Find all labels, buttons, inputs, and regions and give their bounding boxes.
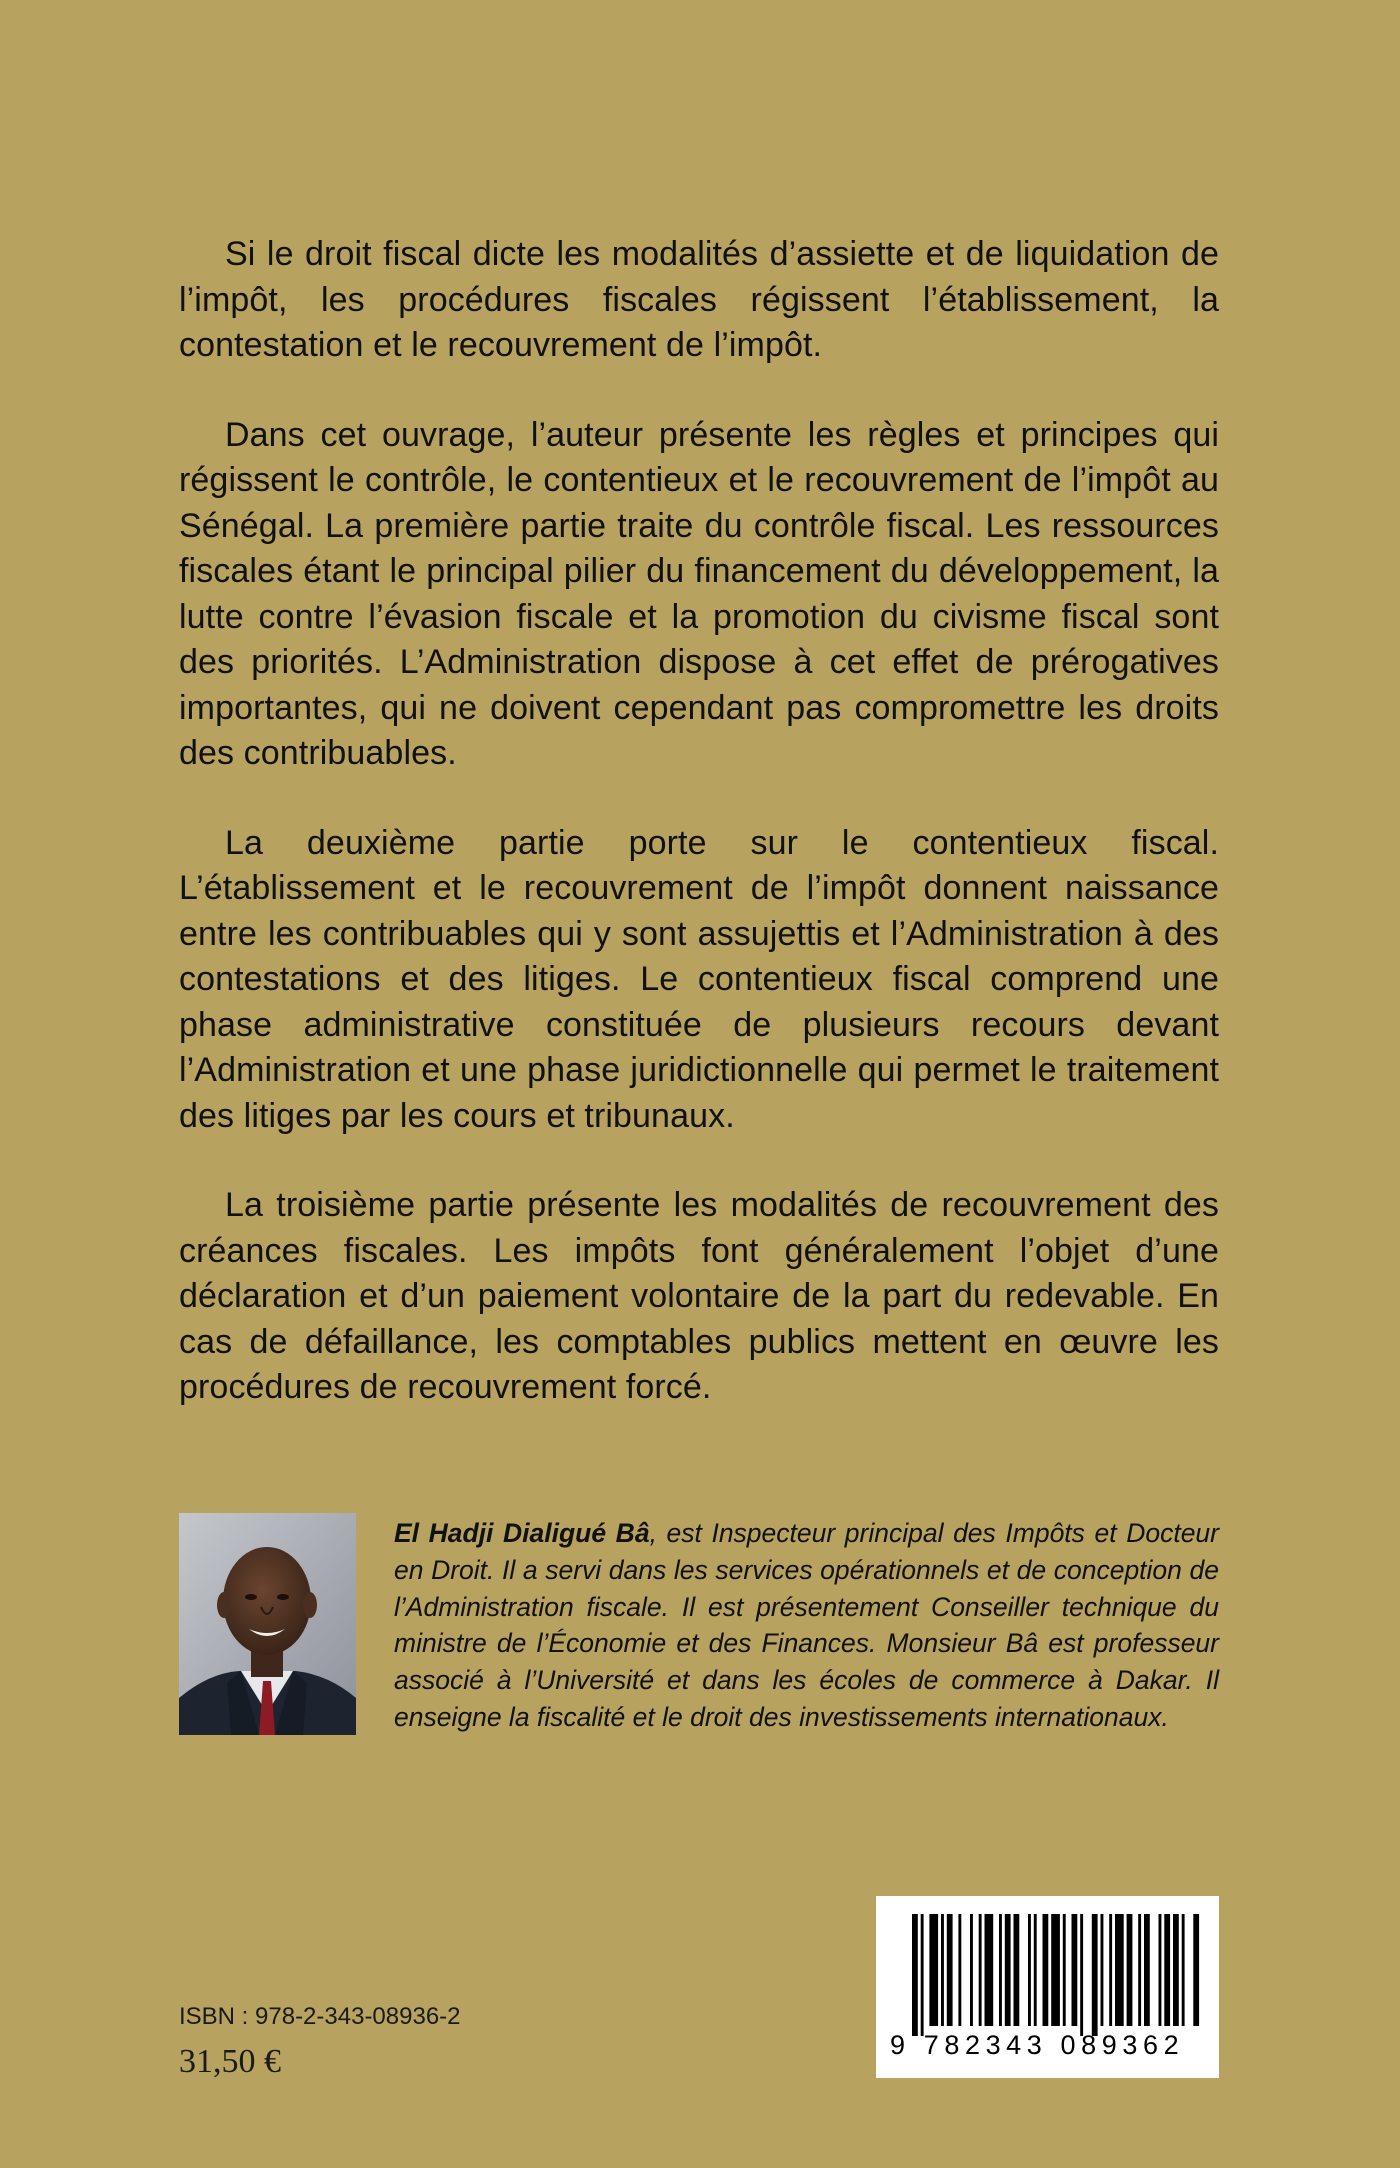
barcode-bar [1072, 1914, 1078, 2026]
barcode-bar [1034, 1914, 1037, 2026]
barcode-bar [1092, 1914, 1098, 2036]
blurb-paragraph-2: Dans cet ouvrage, l’auteur présente les règles et principes qui régissent le contrôle, le contentieux et le recouvrement de l’impôt au Sénégal. La première partie traite du contrôle fiscal. Les ressources fiscales étant le principal pilier du financement du développement, la lutte contre l’évasion fiscale et la promotion du civisme fiscal sont des priorités. L’Administration dispose à cet effet de prérogatives importantes, qui ne doivent cependant pas compromettre les droits des contribuables. [179, 415, 1219, 772]
barcode-bar [1115, 1914, 1124, 2026]
barcode-digits: 9 782343 089362 [890, 2030, 1185, 2060]
barcode-bar [970, 1914, 973, 2026]
barcode-bar [929, 1914, 938, 2026]
cover-blurb [179, 232, 1219, 1455]
blurb-paragraph-4: La troisième partie présente les modalités de recouvrement des créances fiscales. Les impôts font généralement l’objet d’une déclaration et d’un paiement volontaire de la part du redevable. En cas de défaillance, les comptables publics mettent en œuvre les procédures de recouvrement forcé. [179, 1186, 1219, 1406]
barcode-bar [958, 1914, 961, 2026]
barcode-bar [1182, 1914, 1185, 2026]
author-section [179, 1513, 1219, 1735]
barcode [876, 1896, 1219, 2078]
barcode-bar [947, 1914, 953, 2026]
barcode-bar [941, 1914, 944, 2026]
barcode-bar [1164, 1914, 1170, 2026]
isbn-label: ISBN : 978-2-343-08936-2 [179, 2003, 461, 2030]
author-bio [394, 1515, 1219, 1736]
barcode-bar [1028, 1914, 1031, 2026]
price-label: 31,50 € [179, 2043, 281, 2080]
barcode-bar [985, 1914, 994, 2026]
barcode-bar [1127, 1914, 1133, 2026]
barcode-bar [1063, 1914, 1066, 2026]
author-photo [179, 1513, 356, 1735]
blurb-paragraph-3: La deuxième partie porte sur le contentieux fiscal. L’établissement et le recouvrement de l’impôt donnent naissance entre les contribuables qui y sont assujettis et l’Administration à des contestations et des litiges. Le contentieux fiscal comprend une phase administrative constituée de plusieurs recours devant l’Administration et une phase juridictionnelle qui permet le traitement des litiges par les cours et tribunaux. [179, 823, 1219, 1135]
barcode-bar [1173, 1914, 1179, 2026]
blurb-paragraph-1: Si le droit fiscal dicte les modalités d’assiette et de liquidation de l’impôt, les procédures fiscales régissent l’établissement, la contestation et le recouvrement de l’impôt. [179, 235, 1219, 364]
author-bio-text: , est Inspecteur principal des Impôts et Docteur en Droit. Il a servi dans les services opérationnels et de conception de l’Administration fiscale. Il est présentement Conseiller technique du ministre de l’Économie et des Finances. Monsieur Bâ est professeur associé à l’Université et dans les écoles de commerce à Dakar. Il enseigne la fiscalité et le droit des investissements internationaux. [394, 1518, 1219, 1732]
barcode-bar [979, 1914, 982, 2026]
barcode-bar [1051, 1914, 1060, 2026]
barcode-bar [1144, 1914, 1150, 2026]
barcode-bar [921, 1914, 924, 2036]
barcode-bar [1043, 1914, 1049, 2026]
barcode-bar [1014, 1914, 1020, 2026]
barcode-bar [1193, 1914, 1199, 2026]
barcode-bar [1101, 1914, 1104, 2026]
barcode-bar [1109, 1914, 1112, 2026]
barcode-bar [999, 1914, 1002, 2026]
barcode-bar [1005, 1914, 1011, 2026]
author-name: El Hadji Dialigué Bâ [394, 1518, 650, 1548]
barcode-bar [1159, 1914, 1162, 2026]
barcode-bar [912, 1914, 918, 2036]
barcode-bar [1138, 1914, 1141, 2026]
barcode-bar [1080, 1914, 1083, 2036]
